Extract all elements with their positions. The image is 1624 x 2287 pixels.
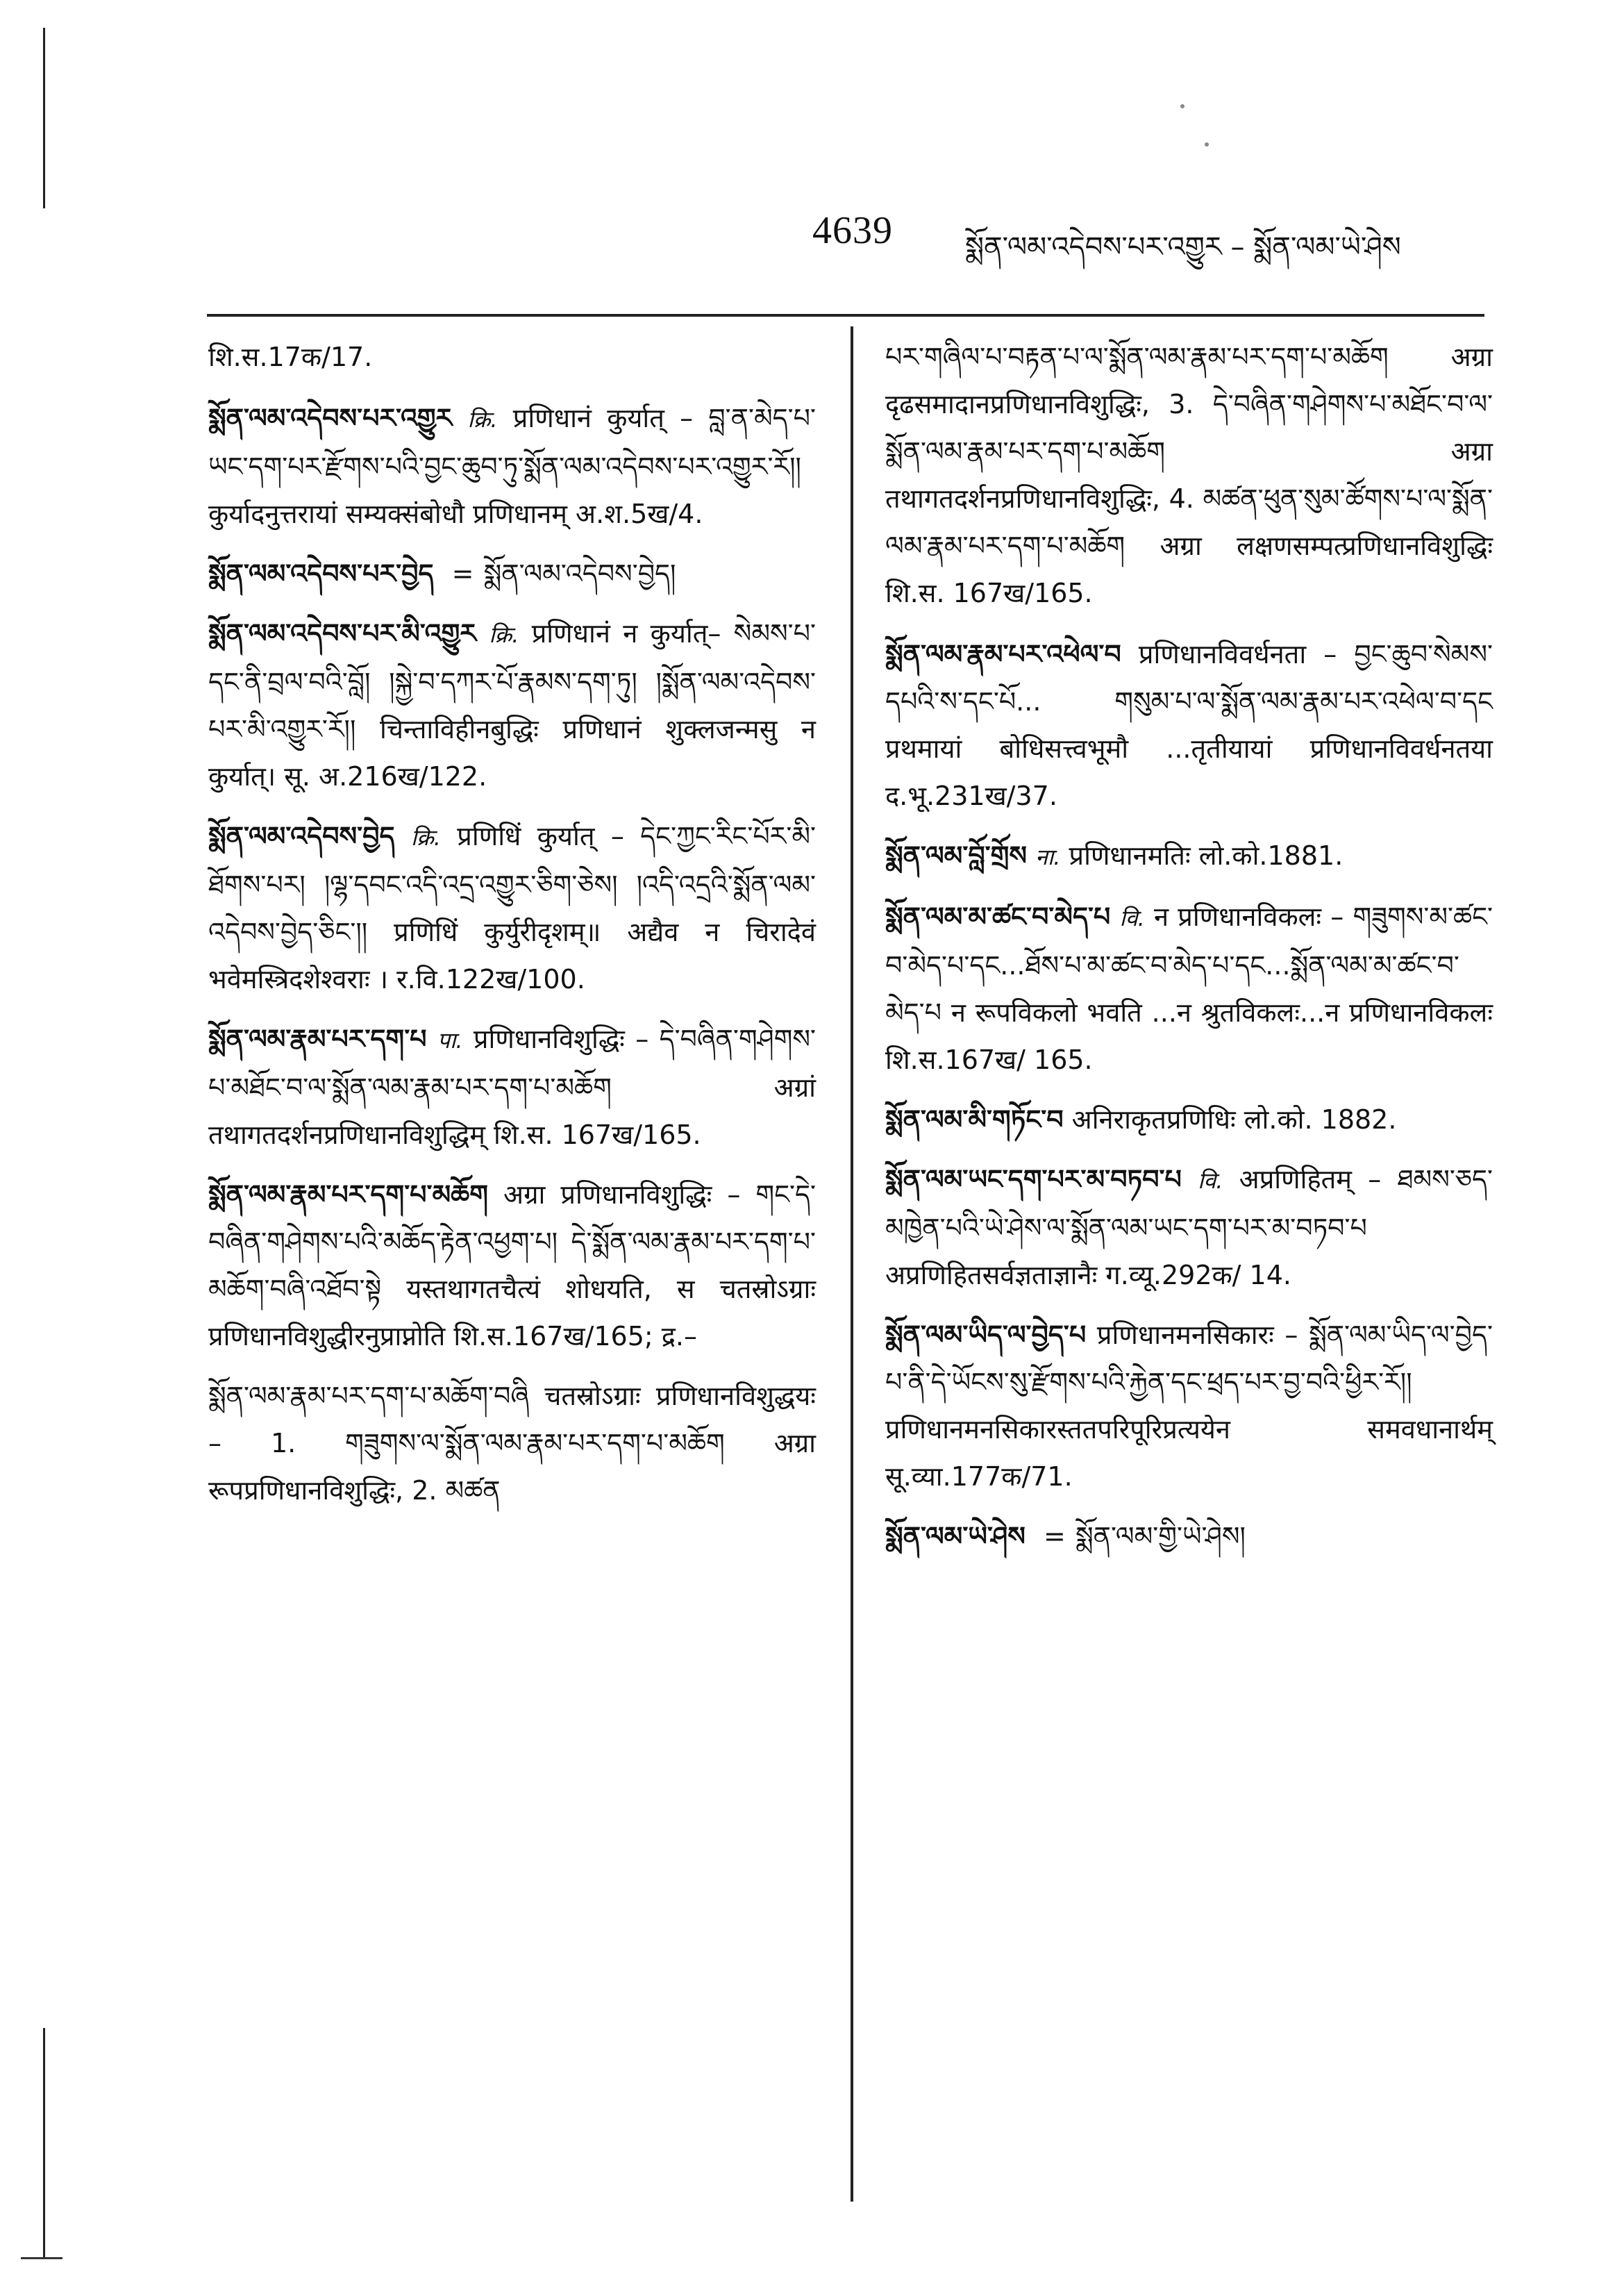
dictionary-entry <box>885 1513 1493 1560</box>
grammar-label: क्रि. <box>467 406 498 433</box>
entry-definition: प्रणिधानविशुद्धिः – དེ་བཞིན་གཤེགས་པ་མཐོང་བ་ལ་སྨོན་ལམ་རྣམ་པར་དག་པ་མཆོག अग्रां तथागतदर्शनप्रणिधानविशुद्धिम् शि.स. 167ख/165. <box>208 1024 816 1150</box>
entry-headword: སྨོན་ལམ་མ་ཚང་བ་མེད་པ <box>885 901 1111 932</box>
binding-edge <box>43 2028 45 2257</box>
header-rule <box>207 314 1484 317</box>
entry-headword: སྨོན་ལམ་རྣམ་པར་འཕེལ་བ <box>885 639 1121 670</box>
equals-sign: = <box>1044 1521 1066 1552</box>
entry-definition: अप्रणिहितम् – ཐམས་ཅད་མཁྱེན་པའི་ཡེ་ཤེས་ལ་སྨོན་ལམ་ཡང་དག་པར་མ་བཏབ་པ अप्रणिहितसर्वज्ञताज्ञानैः ग.व्यू.292क/ 14. <box>885 1164 1493 1290</box>
grammar-label: ना. <box>1035 844 1061 870</box>
entry-definition: प्रणिधानं न कुर्यात्– སེམས་པ་དང་ནི་བྲལ་བའི་བློ། །སྐྱེ་བ་དཀར་པོ་རྣམས་དག་ཏུ། །སྨོན་ལམ་འདེབས་པར་མི་འགྱུར་རོ།། चिन्ताविहीनबुद्धिः प्रणिधानं शुक्लजन्मसु न कुर्यात्। सू. अ.216ख/122. <box>208 618 816 792</box>
running-head: སྨོན་ལམ་འདེབས་པར་འགྱུར – སྨོན་ལམ་ཡེ་ཤེས <box>965 231 1401 263</box>
entry-definition: अनिराकृतप्रणिधिः लो.को. 1882. <box>1071 1104 1397 1135</box>
dictionary-entry <box>885 893 1493 1083</box>
entry-headword: སྨོན་ལམ་འདེབས་པར་མི་འགྱུར <box>208 618 477 649</box>
dictionary-entry <box>208 333 816 381</box>
dictionary-entry <box>208 394 816 538</box>
entry-headword: སྨོན་ལམ་རྣམ་པར་དག་པ་མཆོག <box>208 1179 488 1210</box>
entry-definition: प्रणिधानमतिः लो.को.1881. <box>1069 840 1343 871</box>
entry-headword: སྨོན་ལམ་ཡིད་ལ་བྱེད་པ <box>885 1320 1087 1350</box>
right-column <box>885 333 1493 1572</box>
binding-edge <box>43 28 45 208</box>
grammar-label: क्रि. <box>410 824 441 851</box>
grammar-label: पा. <box>437 1027 463 1054</box>
entry-definition: སྨོན་ལམ་འདེབས་བྱེད། <box>483 558 676 589</box>
entry-headword: སྨོན་ལམ་འདེབས་པར་འགྱུར <box>208 403 453 433</box>
entry-headword: སྨོན་ལམ་རྣམ་པར་དག་པ <box>208 1024 427 1054</box>
entry-definition: प्रणिधानं कुर्यात् – བླ་ན་མེད་པ་ཡང་དག་པར་རྫོགས་པའི་བྱང་ཆུབ་ཏུ་སྨོན་ལམ་འདེབས་པར་འགྱུར་རོ།། कुर्यादनुत्तरायां सम्यक्संबोधौ प्रणिधानम् अ.श.5ख/4. <box>208 403 816 529</box>
dictionary-entry <box>885 631 1493 820</box>
left-column <box>208 333 816 1528</box>
entry-definition: སྨོན་ལམ་གྱི་ཡེ་ཤེས། <box>1075 1521 1246 1552</box>
entry-headword: སྨོན་ལམ་མི་གཏོང་བ <box>885 1104 1064 1135</box>
binding-mark <box>21 2257 62 2259</box>
entry-definition: न प्रणिधानविकलः – གཟུགས་མ་ཚང་བ་མེད་པ་དང...ཐོས་པ་མ་ཚང་བ་མེད་པ་དང...སྨོན་ལམ་མ་ཚང་བ་མེད་པ न रूपविकलो भवति ...न श्रुतविकलः...न प्रणिधानविकलः शि.स.167ख/ 165. <box>885 901 1493 1075</box>
column-divider <box>851 326 853 2202</box>
equals-sign: = <box>451 558 474 589</box>
page-header <box>812 208 1507 264</box>
entry-definition: अग्रा प्रणिधानविशुद्धिः – གང་དེ་བཞིན་གཤེགས་པའི་མཆོད་རྟེན་འཕྱག་པ། དེ་སྨོན་ལམ་རྣམ་པར་དག་པ་མཆོག་བཞི་འཐོབ་སྟེ यस्तथागतचैत्यं शोधयति, स चतस्रोऽग्राः प्रणिधानविशुद्धीरनुप्राप्नोति शि.स.167ख/165; द्र.– <box>208 1179 816 1352</box>
entry-definition: པར་གཞིལ་པ་བརྟན་པ་ལ་སྨོན་ལམ་རྣམ་པར་དག་པ་མཆོག अग्रा दृढसमादानप्रणिधानविशुद्धिः, 3. དེ་བཞིན་གཤེགས་པ་མཐོང་བ་ལ་སྨོན་ལམ་རྣམ་པར་དག་པ་མཆོག अग्रा तथागतदर्शनप्रणिधानविशुद्धिः, 4. མཚན་ཕུན་སུམ་ཚོགས་པ་ལ་སྨོན་ལམ་རྣམ་པར་དག་པ་མཆོག अग्रा लक्षणसम्पत्प्रणिधानविशुद्धिः शि.स. 167ख/165. <box>885 342 1493 608</box>
dictionary-entry <box>885 333 1493 617</box>
dictionary-entry <box>885 1096 1493 1143</box>
dictionary-entry <box>208 1372 816 1514</box>
scan-speck <box>1205 142 1209 147</box>
dictionary-entry <box>208 550 816 597</box>
entry-definition: प्रणिधानमनसिकारः – སྨོན་ལམ་ཡིད་ལ་བྱེད་པ་ནི་དེ་ཡོངས་སུ་རྫོགས་པའི་རྐྱེན་དང་ཕྲད་པར་བྱ་བའི་ཕྱིར་རོ།། प्रणिधानमनसिकारस्ततपरिपूरिप्रत्ययेन समवधानार्थम् सू.व्या.177क/71. <box>885 1320 1493 1492</box>
grammar-label: क्रि. <box>489 622 519 648</box>
entry-headword: སྨོན་ལམ་བློ་གྲོས <box>885 840 1028 871</box>
grammar-label: वि. <box>1198 1167 1223 1194</box>
scan-speck <box>1180 104 1184 108</box>
page-number: 4639 <box>812 209 893 252</box>
entry-definition: शि.स.17क/17. <box>208 342 373 372</box>
dictionary-entry <box>208 1171 816 1360</box>
entry-headword: སྨོན་ལམ་འདེབས་བྱེད <box>208 821 395 851</box>
entry-definition: प्रणिधिं कुर्यात् – དེང་ཀྱང་རིང་པོར་མི་ཐོགས་པར། །ལྷ་དབང་འདི་འདྲ་འགྱུར་ཅིག་ཅེས། །འདི་འདྲའི་སྨོན་ལམ་འདེབས་བྱེད་ཅིང་།། प्रणिधिं कुर्युरीदृशम्॥ अद्यैव न चिरादेवं भवेमस्त्रिदशेश्वराः । र.वि.122ख/100. <box>208 821 816 995</box>
dictionary-entry <box>885 1156 1493 1299</box>
entry-headword: སྨོན་ལམ་འདེབས་པར་བྱེད <box>208 558 434 589</box>
entry-headword: སྨོན་ལམ་ཡེ་ཤེས <box>885 1521 1026 1552</box>
dictionary-entry <box>885 1311 1493 1500</box>
entry-definition: प्रणिधानविवर्धनता – བྱང་ཆུབ་སེམས་དཔའི་ས་དང་པོ... གསུམ་པ་ལ་སྨོན་ལམ་རྣམ་པར་འཕེལ་བ་དང प्रथमायां बोधिसत्त्वभूमौ ...तृतीयायां प्रणिधानविवर्धनतया द.भू.231ख/37. <box>885 639 1493 811</box>
dictionary-entry <box>208 1015 816 1158</box>
dictionary-entry <box>208 813 816 1003</box>
dictionary-entry <box>208 610 816 800</box>
entry-definition: སྨོན་ལམ་རྣམ་པར་དག་པ་མཆོག་བཞི चतस्रोऽग्राः प्रणिधानविशुद्धयः – 1. གཟུགས་ལ་སྨོན་ལམ་རྣམ་པར་དག་པ་མཆོག अग्रा रूपप्रणिधानविशुद्धिः, 2. མཚན <box>208 1381 816 1506</box>
entry-headword: སྨོན་ལམ་ཡང་དག་པར་མ་བཏབ་པ <box>885 1164 1182 1195</box>
dictionary-entry <box>885 832 1493 881</box>
grammar-label: वि. <box>1119 905 1145 931</box>
